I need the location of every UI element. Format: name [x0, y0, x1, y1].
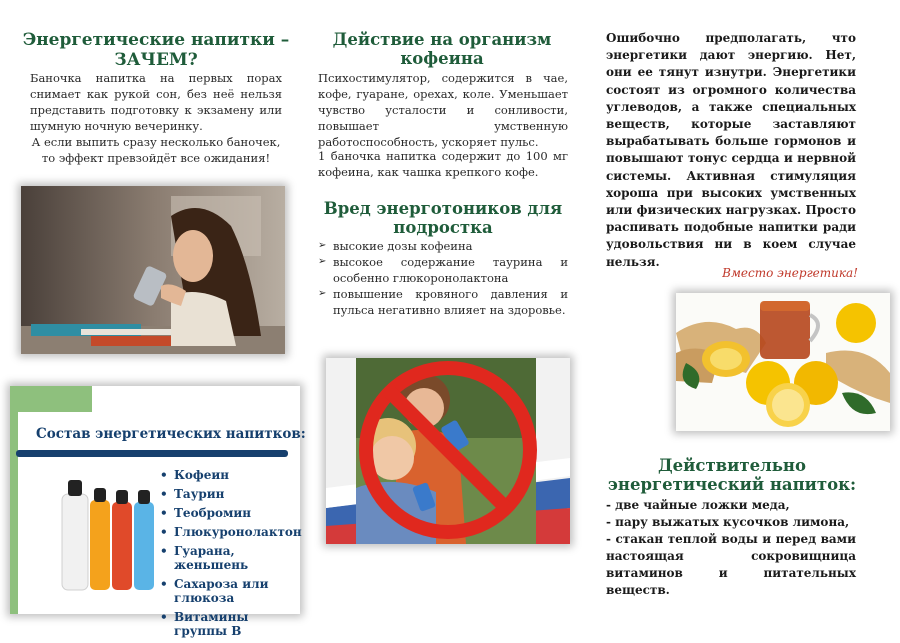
kids-prohibition-photo [326, 358, 570, 544]
composition-item: • Сахароза или глюкоза [160, 577, 269, 605]
col2-para1: Психостимулятор, содержится в чае, кофе, гуаране, орехах, коле. Уменьшает чувство усталости и сонливости, повышает умственную работоспособность, ускоряет пульс. [318, 71, 568, 149]
caffeine-effect-title: Действие на организм кофеина [332, 30, 552, 68]
col2-para2: 1 баночка напитка содержит до 100 мг кофеина, как чашка крепкого кофе. [318, 149, 568, 179]
recipe-line: - пару выжатых кусочков лимона, [606, 515, 850, 529]
composition-item: • Гуарана, женьшень [160, 544, 249, 572]
harm-item: ➢ повышение кровяного давления и пульса негативно влияет на здоровье. [318, 287, 568, 317]
harm-item: ➢ высокие дозы кофеина [318, 239, 473, 253]
composition-title: Состав энергетических напитков: [36, 426, 306, 442]
tea-ginger-lemon-photo [676, 293, 890, 431]
recipe-line: - стакан теплой воды и перед вами настоящая сокровищница витаминов и питательных веществ. [606, 532, 856, 597]
composition-item: • Глюкуронолактон [160, 525, 302, 539]
harm-list [318, 238, 568, 318]
composition-item: • Витамины группы В [160, 610, 249, 638]
col1-para1: Баночка напитка на первых порах снимает как рукой сон, без неё нельзя представить подготовку к экзамену или шумную ночную вечеринку. [30, 71, 282, 133]
girl-drinking-photo [21, 186, 285, 354]
energy-drinks-title: Энергетические напитки – ЗАЧЕМ? [22, 30, 290, 70]
recipe-line: - две чайные ложки меда, [606, 498, 790, 512]
col1-para2: А если выпить сразу несколько баночек, то эффект превзойдёт все ожидания! [31, 135, 281, 165]
real-energy-drink-title: Действительно энергетический напиток: [607, 456, 857, 494]
composition-item: • Кофеин [160, 468, 230, 482]
composition-item: • Теобромин [160, 506, 252, 520]
composition-item: • Таурин [160, 487, 225, 501]
navy-divider [16, 450, 288, 457]
harm-title: Вред энерготоников для подростка [323, 199, 563, 237]
bottles-illustration [60, 472, 158, 592]
col3-main-text: Ошибочно предполагать, что энергетики дают энергию. Нет, они ее тянут изнутри. Энергетики состоят из огромного количества углеводов, а также специальных веществ, которые заставляют вырабатывать больше гормонов и повышают тонус сердца и нервной системы. Активная стимуляция хороша при высоких умственных или физических нагрузках. Просто распивать подобные напитки ради удовольствия ни в коем случае нельзя. [606, 31, 856, 269]
composition-panel [10, 386, 306, 638]
harm-item: ➢ высокое содержание таурина и особенно глюкоронолактона [318, 255, 568, 285]
instead-of-energy-drink: Вместо энергетика! [722, 266, 858, 280]
